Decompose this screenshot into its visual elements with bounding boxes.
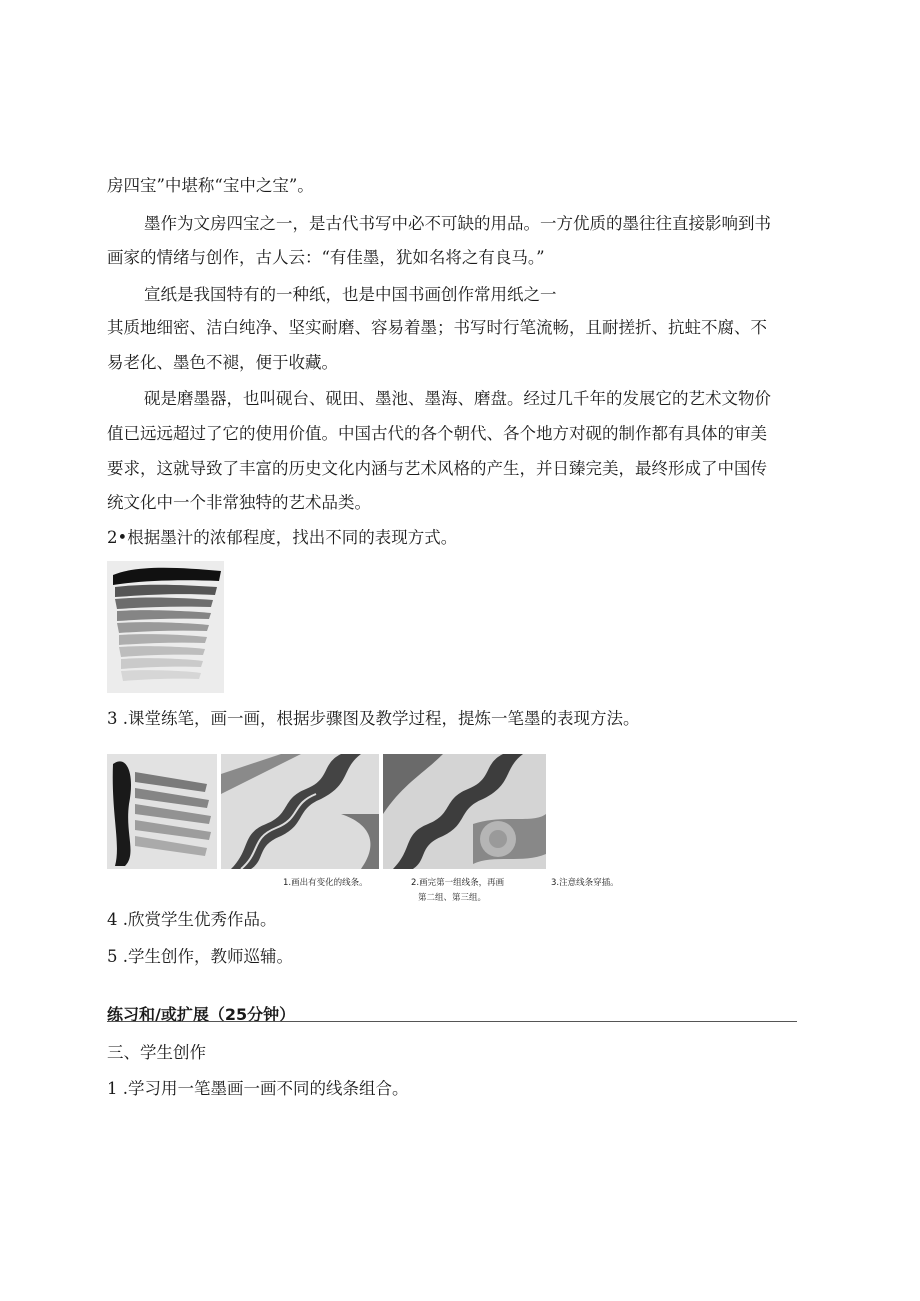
step-caption-2: 2.画完第一组线条，再画 (411, 878, 505, 888)
step-image-1 (107, 754, 217, 869)
section-divider (107, 1021, 797, 1022)
list-item: 2•根据墨汁的浓郁程度，找出不同的表现方式。 (107, 528, 458, 547)
ink-gradient-image (107, 561, 224, 693)
paragraph-line: 统文化中一个非常独特的艺术品类。 (107, 493, 371, 512)
step-caption-2-cont: 第二组、第三组。 (418, 893, 487, 903)
paragraph-line: 房四宝”中堪称“宝中之宝”。 (107, 176, 314, 195)
paragraph-line: 宣纸是我国特有的一种纸，也是中国书画创作常用纸之一 (144, 285, 557, 304)
list-item: 5 .学生创作，教师巡辅。 (107, 947, 293, 966)
section-heading: 练习和/或扩展（25分钟） (107, 1005, 296, 1024)
list-item: 1 .学习用一笔墨画一画不同的线条组合。 (107, 1079, 409, 1098)
paragraph-line: 易老化、墨色不褪，便于收藏。 (107, 353, 338, 372)
paragraph-line: 墨作为文房四宝之一，是古代书写中必不可缺的用品。一方优质的墨往往直接影响到书 (144, 214, 771, 233)
paragraph-line: 要求，这就导致了丰富的历史文化内涵与艺术风格的产生，并日臻完美，最终形成了中国传 (107, 459, 767, 478)
step-caption-1: 1.画出有变化的线条。 (283, 878, 368, 888)
paragraph-line: 画家的情绪与创作，古人云：“有佳墨，犹如名将之有良马。” (107, 248, 545, 267)
list-item: 3 .课堂练笔，画一画，根据步骤图及教学过程，提炼一笔墨的表现方法。 (107, 709, 640, 728)
part-heading: 三、学生创作 (107, 1043, 206, 1062)
paragraph-line: 砚是磨墨器，也叫砚台、砚田、墨池、墨海、磨盘。经过几千年的发展它的艺术文物价 (144, 389, 771, 408)
paragraph-line: 值已远远超过了它的使用价值。中国古代的各个朝代、各个地方对砚的制作都有具体的审美 (107, 424, 767, 443)
step-caption-3: 3.注意线条穿插。 (551, 878, 619, 888)
section-minutes: 25 (224, 1005, 248, 1024)
list-item: 4 .欣赏学生优秀作品。 (107, 910, 277, 929)
step-image-2 (221, 754, 379, 869)
paragraph-line: 其质地细密、洁白纯净、坚实耐磨、容易着墨；书写时行笔流畅，且耐搓折、抗蛀不腐、不 (107, 318, 767, 337)
step-image-3 (383, 754, 546, 869)
